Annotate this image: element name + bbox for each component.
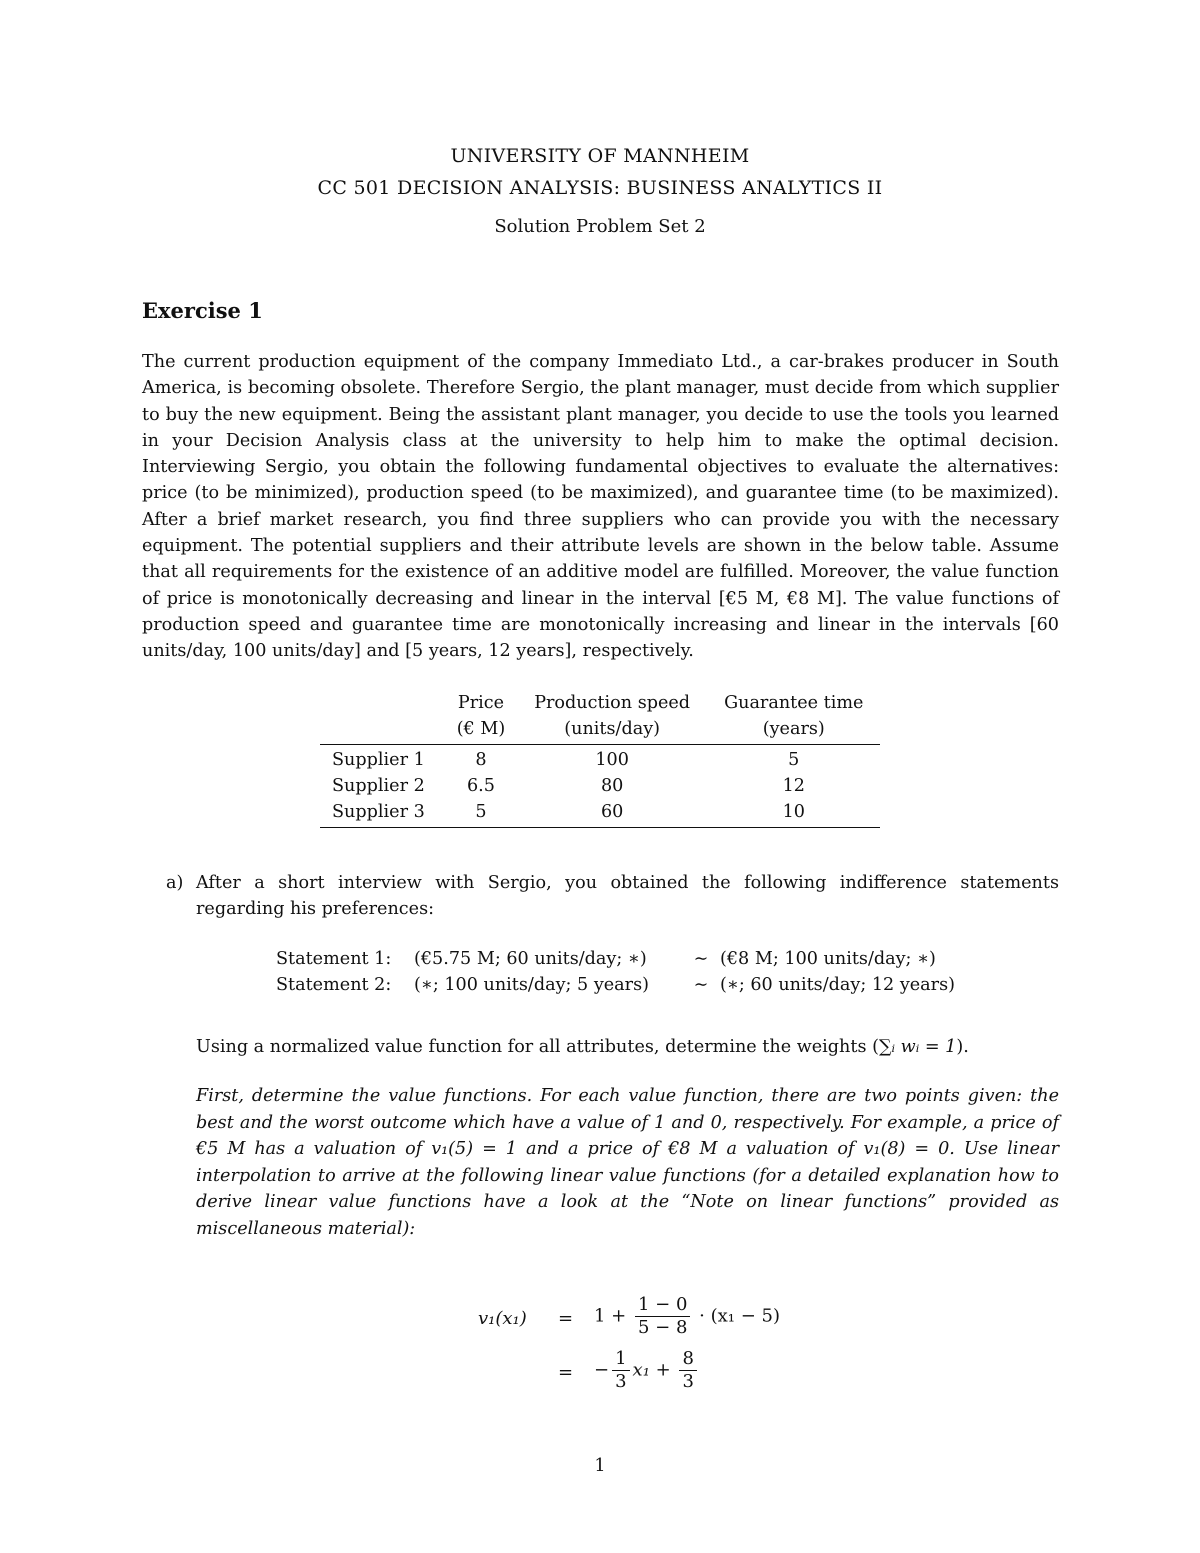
page-number: 1 [594, 1456, 606, 1476]
equals-sign: = [558, 1362, 574, 1383]
cell-guarantee: 12 [782, 776, 805, 796]
row-label: Supplier 1 [332, 750, 425, 770]
cell-guarantee: 5 [788, 750, 800, 770]
fraction-denominator: 5 − 8 [635, 1316, 690, 1339]
column-header-speed: Production speed [534, 693, 691, 713]
column-header-price: Price [457, 693, 505, 713]
cell-price: 6.5 [466, 776, 495, 796]
indifference-symbol: ∼ [693, 975, 709, 996]
fraction-denominator: 3 [612, 1370, 629, 1393]
statement-label: Statement 1: [276, 949, 392, 969]
exercise-title: Exercise 1 [142, 298, 263, 323]
fraction [635, 1294, 690, 1339]
weights-instruction [196, 1034, 969, 1060]
column-unit-speed: (units/day) [517, 716, 708, 745]
equation-rhs-1 [594, 1294, 780, 1339]
fraction-numerator: 8 [682, 1348, 694, 1369]
solution-explanation: First, determine the value functions. For each value function, there are two points given: the best and the worst outcome which have a value of 1 and 0, respectively. For example, a price of €5 M has a valuation of v₁(5) = 1 and a price of €8 M a valuation of v₁(8) = 0. Use linear interpolation to arrive at the following linear value functions (for a detailed explanation how to derive linear value functions have a look at the “Note on linear functions” provided as miscellaneous material): [196, 1086, 1059, 1239]
part-a-text: After a short interview with Sergio, you obtained the following indifference statements regarding his preferences: [196, 873, 1059, 920]
weights-text-end: ). [956, 1037, 969, 1057]
rhs-prefix: 1 + [594, 1305, 627, 1327]
fraction [679, 1348, 696, 1393]
document-subtitle: Solution Problem Set 2 [494, 216, 706, 237]
statement-row [276, 972, 955, 998]
table-row [320, 773, 880, 799]
statement-row [276, 946, 955, 972]
statement-right: (∗; 60 units/day; 12 years) [720, 975, 955, 996]
rhs-middle: x₁ + [632, 1359, 671, 1381]
cell-speed: 80 [600, 776, 624, 796]
weights-text: Using a normalized value function for all attributes, determine the weights ( [196, 1037, 879, 1057]
part-a-question [166, 870, 1059, 923]
statement-left: (€5.75 M; 60 units/day; ∗) [414, 949, 647, 969]
fraction [612, 1348, 629, 1393]
indifference-symbol: ∼ [693, 949, 709, 969]
table-corner-cell [320, 716, 445, 745]
cell-price: 8 [475, 750, 487, 770]
statement-left: (∗; 100 units/day; 5 years) [414, 975, 649, 996]
table-units-row [320, 716, 880, 745]
statement-right: (€8 M; 100 units/day; ∗) [720, 949, 936, 969]
table-row [320, 799, 880, 828]
column-unit-guarantee: (years) [708, 716, 880, 745]
university-name: UNIVERSITY OF MANNHEIM [450, 145, 750, 167]
cell-speed: 60 [517, 799, 708, 828]
supplier-attribute-table [320, 690, 880, 828]
fraction-numerator: 1 [615, 1348, 627, 1369]
course-title: CC 501 DECISION ANALYSIS: BUSINESS ANALYTICS II [317, 177, 883, 199]
exercise-intro-paragraph: The current production equipment of the company Immediato Ltd., a car-brakes producer in South America, is becoming obsolete. Therefore Sergio, the plant manager, must decide from which supplier to buy the new equipment. Being the assistant plant manager, you decide to use the tools you learned in your Decision Analysis class at the university to help him to make the optimal decision. Interviewing Sergio, you obtain the following fundamental objectives to evaluate the alternatives: price (to be minimized), production speed (to be maximized), and guarantee time (to be maximized). After a brief market research, you find three suppliers who can provide you with the necessary equipment. The potential suppliers and their attribute levels are shown in the below table. Assume that all requirements for the existence of an additive model are fulfilled. Moreover, the value function of price is monotonically decreasing and linear in the interval [€5 M, €8 M]. The value functions of production speed and guarantee time are monotonically increasing and linear in the intervals [60 units/day, 100 units/day] and [5 years, 12 years], respectively. [142, 352, 1059, 662]
row-label: Supplier 2 [332, 776, 425, 796]
table-header-row [320, 690, 880, 716]
document-header [0, 140, 1200, 242]
indifference-statements [276, 946, 955, 999]
equation-rhs-2 [594, 1348, 700, 1393]
equation-lhs [478, 1308, 527, 1329]
cell-guarantee: 10 [708, 799, 880, 828]
column-unit-price: (€ M) [445, 716, 517, 745]
statement-label: Statement 2: [276, 975, 392, 996]
column-header-guarantee: Guarantee time [724, 693, 864, 713]
weights-sum-formula: ∑ᵢ wᵢ = 1 [878, 1037, 957, 1057]
rhs-suffix: · (x₁ − 5) [699, 1305, 781, 1327]
row-label: Supplier 3 [320, 799, 445, 828]
part-letter: a) [166, 873, 184, 893]
cell-price: 5 [445, 799, 517, 828]
cell-speed: 100 [595, 750, 629, 770]
fraction-numerator: 1 − 0 [638, 1294, 688, 1315]
table-corner-cell [320, 690, 445, 716]
fraction-denominator: 3 [679, 1370, 696, 1393]
rhs-prefix: − [594, 1359, 610, 1381]
equals-sign: = [558, 1308, 574, 1329]
equation-lhs-text: v₁(x₁) [478, 1308, 527, 1329]
table-row [320, 745, 880, 774]
